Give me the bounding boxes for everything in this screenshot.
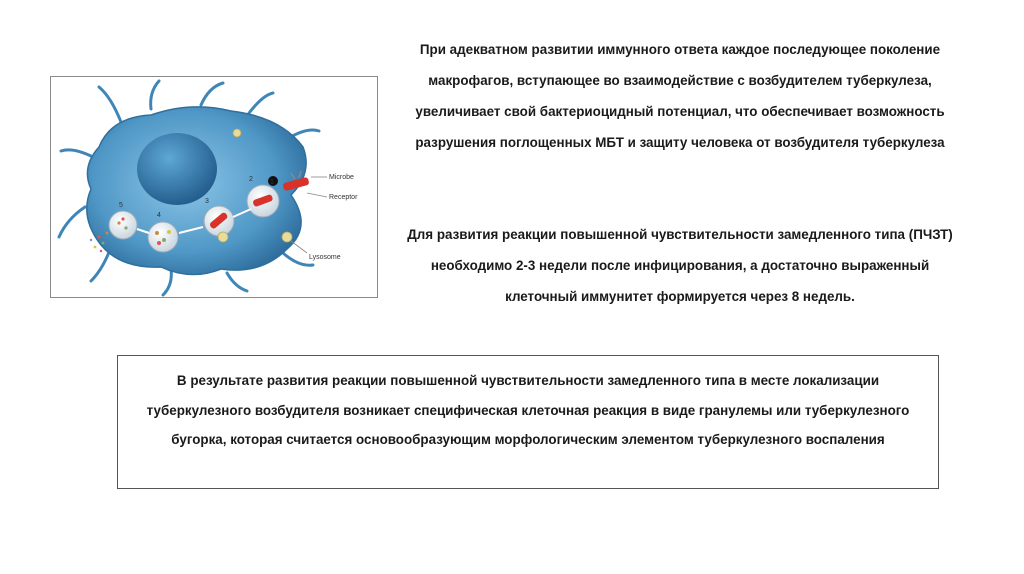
conclusion-box: [117, 355, 939, 489]
label-step-4: 4: [157, 212, 161, 219]
conclusion-text: В результате развития реакции повышенной чувствительности замедленного типа в месте локализации туберкулезного возбудителя возникает специфическая клеточная реакция в виде гранулемы или туберкулезного бугорка, которая считается основообразующим морфологическим элементом туберкулезного воспаления: [146, 373, 910, 447]
macrophage-figure: [50, 76, 378, 298]
paragraph-delayed-hypersensitivity: Для развития реакции повышенной чувствительности замедленного типа (ПЧЗТ) необходимо 2-3 недели после инфицирования, а достаточно выраженный клеточный иммунитет формируется через 8 недель.: [407, 227, 953, 304]
label-receptor: Receptor: [329, 194, 358, 201]
phagolysosome-4: [148, 222, 178, 252]
label-lysosome: Lysosome: [309, 254, 341, 261]
nucleus: [137, 133, 217, 205]
phagosome-2: [247, 185, 279, 217]
label-step-1: 1: [270, 179, 274, 186]
label-microbe: Microbe: [329, 174, 354, 181]
label-step-2: 2: [249, 176, 253, 183]
label-step-3: 3: [205, 198, 209, 205]
residual-body-5: [109, 211, 137, 239]
macrophage-illustration: [51, 77, 377, 297]
label-step-5: 5: [119, 202, 123, 209]
paragraph-immune-response: При адекватном развитии иммунного ответа каждое последующее поколение макрофагов, вступающее во взаимодействие с возбудителем туберкулеза, увеличивает свой бактериоцидный потенциал, что обеспечивает возможность разрушения поглощенных МБТ и защиту человека от возбудителя туберкулеза: [415, 42, 945, 150]
